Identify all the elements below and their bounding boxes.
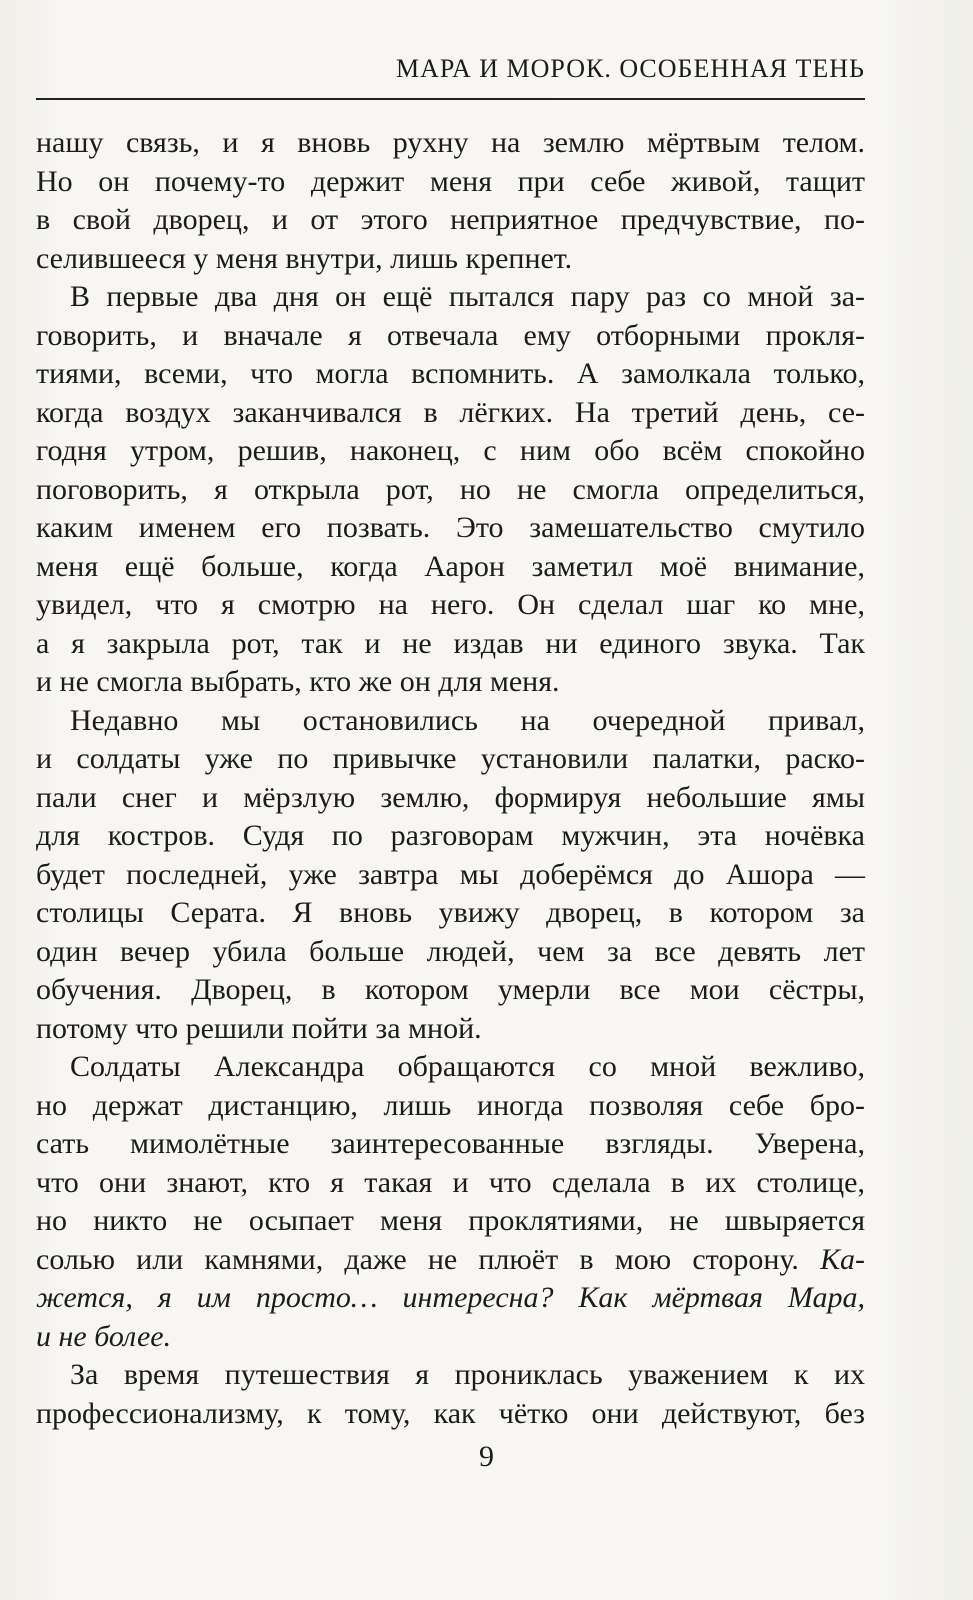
italic-line: и не более. (36, 1319, 172, 1353)
text-line: каким именем его позвать. Это замешательство смутило (36, 511, 865, 544)
paragraph-start-line: Солдаты Александра обращаются со мной вежливо, (70, 1050, 865, 1083)
text-line: пали снег и мёрзлую землю, формируя небольшие ямы (36, 780, 865, 814)
italic-segment: Ка- (820, 1242, 866, 1276)
page-number: 9 (479, 1440, 494, 1473)
text-line: но держат дистанцию, лишь иногда позволяя себе бро- (36, 1088, 865, 1122)
text-line: сать мимолётные заинтересованные взгляды. Уверена, (36, 1127, 865, 1160)
running-head (36, 48, 865, 100)
text-line: селившееся у меня внутри, лишь крепнет. (36, 241, 573, 275)
text-line: столицы Серата. Я вновь увижу дворец, в котором за (36, 896, 865, 929)
text-line: будет последней, уже завтра мы доберёмся до Ашора — (36, 857, 865, 891)
text-line: для костров. Судя по разговорам мужчин, эта ночёвка (36, 819, 865, 852)
text-line: поговорить, я открыла рот, но не смогла определиться, (36, 472, 865, 506)
paragraph-start-line: За время путешествия я прониклась уважением к их (70, 1358, 865, 1391)
text-line: и не смогла выбрать, кто же он для меня. (36, 665, 560, 698)
text-line: один вечер убила больше людей, чем за все девять лет (36, 934, 865, 968)
body-text (36, 124, 865, 1433)
text-line: а я закрыла рот, так и не издав ни единого звука. Так (36, 626, 865, 660)
italic-line: жется, я им просто… интересна? Как мёртвая Мара, (36, 1281, 865, 1314)
text-line: Но он почему-то держит меня при себе живой, тащит (36, 164, 865, 198)
text-line: обучения. Дворец, в котором умерли все мои сёстры, (36, 973, 865, 1006)
text-line-mixed (36, 1241, 865, 1280)
text-line: меня ещё больше, когда Аарон заметил моё внимание, (36, 549, 865, 583)
paragraph-start-line: В первые два дня он ещё пытался пару раз со мной за- (70, 280, 865, 313)
text-line: годня утром, решив, наконец, с ним обо всём спокойно (36, 434, 865, 467)
text-line: профессионализму, к тому, как чётко они действуют, без (36, 1396, 865, 1430)
text-segment: солью или камнями, даже не плюёт в мою сторону. (36, 1242, 799, 1276)
text-line: нашу связь, и я вновь рухну на землю мёртвым телом. (36, 126, 865, 159)
text-line: когда воздух заканчивался в лёгких. На третий день, се- (36, 395, 865, 429)
text-line: и солдаты уже по привычке установили палатки, раско- (36, 742, 865, 775)
text-line: тиями, всеми, что могла вспомнить. А замолкала только, (36, 357, 865, 390)
text-line: но никто не осыпает меня проклятиями, не швыряется (36, 1204, 865, 1237)
text-line: потому что решили пойти за мной. (36, 1011, 482, 1045)
text-line: говорить, и вначале я отвечала ему отборными прокля- (36, 318, 865, 352)
paragraph-start-line: Недавно мы остановились на очередной привал, (70, 703, 865, 737)
text-line: в свой дворец, и от этого неприятное предчувствие, по- (36, 203, 865, 236)
text-line: увидел, что я смотрю на него. Он сделал шаг ко мне, (36, 588, 865, 621)
running-head-title: МАРА И МОРОК. ОСОБЕННАЯ ТЕНЬ (395, 54, 865, 83)
text-line: что они знают, кто я такая и что сделала в их столице, (36, 1165, 865, 1199)
